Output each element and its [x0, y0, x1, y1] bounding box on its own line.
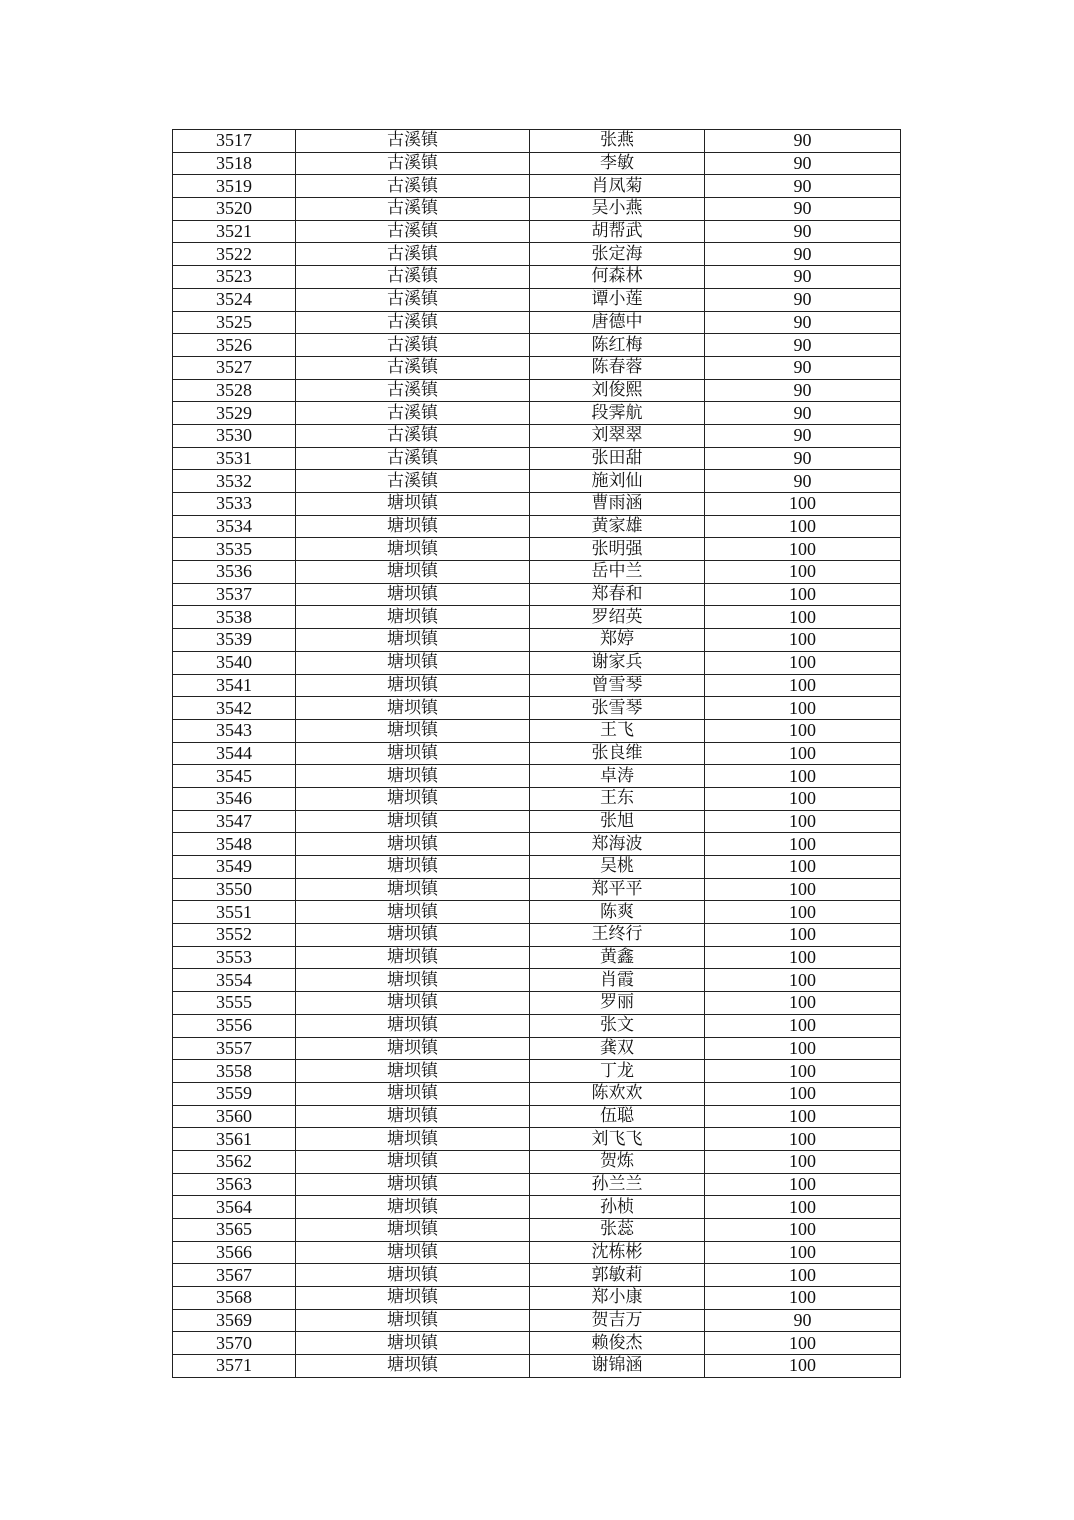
person-name-cell: 黄家雄: [530, 515, 705, 538]
score-cell: 100: [705, 1128, 901, 1151]
town-cell: 塘坝镇: [296, 992, 530, 1015]
score-cell: 100: [705, 946, 901, 969]
row-number-cell: 3564: [173, 1196, 296, 1219]
town-cell: 塘坝镇: [296, 1150, 530, 1173]
table-row: [173, 1060, 901, 1083]
person-name-cell: 吴桃: [530, 856, 705, 879]
town-cell: 塘坝镇: [296, 924, 530, 947]
table-row: [173, 992, 901, 1015]
table-row: [173, 901, 901, 924]
person-name-cell: 岳中兰: [530, 561, 705, 584]
table-row: [173, 288, 901, 311]
table-row: [173, 629, 901, 652]
table-row: [173, 1309, 901, 1332]
person-name-cell: 刘飞飞: [530, 1128, 705, 1151]
table-row: [173, 674, 901, 697]
table-row: [173, 606, 901, 629]
score-cell: 100: [705, 1355, 901, 1378]
person-name-cell: 孙桢: [530, 1196, 705, 1219]
town-cell: 塘坝镇: [296, 697, 530, 720]
town-cell: 古溪镇: [296, 220, 530, 243]
table-row: [173, 470, 901, 493]
table-row: [173, 583, 901, 606]
row-number-cell: 3570: [173, 1332, 296, 1355]
person-name-cell: 陈爽: [530, 901, 705, 924]
row-number-cell: 3533: [173, 493, 296, 516]
town-cell: 古溪镇: [296, 379, 530, 402]
person-name-cell: 张燕: [530, 130, 705, 153]
row-number-cell: 3519: [173, 175, 296, 198]
person-name-cell: 陈欢欢: [530, 1082, 705, 1105]
score-cell: 100: [705, 924, 901, 947]
table-row: [173, 334, 901, 357]
table-row: [173, 810, 901, 833]
town-cell: 古溪镇: [296, 175, 530, 198]
town-cell: 塘坝镇: [296, 1196, 530, 1219]
person-name-cell: 郑婷: [530, 629, 705, 652]
score-cell: 100: [705, 629, 901, 652]
person-name-cell: 陈红梅: [530, 334, 705, 357]
row-number-cell: 3545: [173, 765, 296, 788]
town-cell: 塘坝镇: [296, 583, 530, 606]
person-name-cell: 段霁航: [530, 402, 705, 425]
table-row: [173, 765, 901, 788]
town-cell: 古溪镇: [296, 470, 530, 493]
town-cell: 塘坝镇: [296, 1014, 530, 1037]
score-cell: 100: [705, 856, 901, 879]
score-cell: 100: [705, 992, 901, 1015]
town-cell: 古溪镇: [296, 424, 530, 447]
town-cell: 塘坝镇: [296, 515, 530, 538]
town-cell: 塘坝镇: [296, 719, 530, 742]
town-cell: 塘坝镇: [296, 856, 530, 879]
score-cell: 100: [705, 1332, 901, 1355]
person-name-cell: 张文: [530, 1014, 705, 1037]
person-name-cell: 唐德中: [530, 311, 705, 334]
town-cell: 塘坝镇: [296, 1264, 530, 1287]
row-number-cell: 3562: [173, 1150, 296, 1173]
person-name-cell: 张良维: [530, 742, 705, 765]
score-cell: 100: [705, 1264, 901, 1287]
person-name-cell: 沈栋彬: [530, 1241, 705, 1264]
town-cell: 古溪镇: [296, 266, 530, 289]
score-cell: 90: [705, 130, 901, 153]
row-number-cell: 3539: [173, 629, 296, 652]
person-name-cell: 贺吉万: [530, 1309, 705, 1332]
score-cell: 100: [705, 969, 901, 992]
town-cell: 塘坝镇: [296, 1241, 530, 1264]
table-row: [173, 266, 901, 289]
table-row: [173, 1173, 901, 1196]
score-cell: 100: [705, 719, 901, 742]
score-cell: 90: [705, 447, 901, 470]
table-row: [173, 651, 901, 674]
score-cell: 100: [705, 1150, 901, 1173]
row-number-cell: 3538: [173, 606, 296, 629]
person-name-cell: 孙兰兰: [530, 1173, 705, 1196]
score-cell: 90: [705, 470, 901, 493]
town-cell: 古溪镇: [296, 288, 530, 311]
person-name-cell: 郑小康: [530, 1287, 705, 1310]
person-name-cell: 张蕊: [530, 1219, 705, 1242]
table-row: [173, 379, 901, 402]
score-cell: 100: [705, 810, 901, 833]
person-name-cell: 郭敏莉: [530, 1264, 705, 1287]
row-number-cell: 3567: [173, 1264, 296, 1287]
row-number-cell: 3525: [173, 311, 296, 334]
row-number-cell: 3552: [173, 924, 296, 947]
person-name-cell: 伍聪: [530, 1105, 705, 1128]
row-number-cell: 3548: [173, 833, 296, 856]
town-cell: 古溪镇: [296, 402, 530, 425]
town-cell: 塘坝镇: [296, 561, 530, 584]
town-cell: 塘坝镇: [296, 1287, 530, 1310]
score-cell: 100: [705, 765, 901, 788]
score-cell: 90: [705, 175, 901, 198]
table-row: [173, 1219, 901, 1242]
person-name-cell: 罗丽: [530, 992, 705, 1015]
person-name-cell: 张田甜: [530, 447, 705, 470]
score-cell: 90: [705, 402, 901, 425]
town-cell: 塘坝镇: [296, 969, 530, 992]
person-name-cell: 龚双: [530, 1037, 705, 1060]
row-number-cell: 3565: [173, 1219, 296, 1242]
table-row: [173, 787, 901, 810]
row-number-cell: 3559: [173, 1082, 296, 1105]
table-row: [173, 1332, 901, 1355]
town-cell: 塘坝镇: [296, 1037, 530, 1060]
town-cell: 塘坝镇: [296, 810, 530, 833]
score-cell: 90: [705, 288, 901, 311]
person-name-cell: 张定海: [530, 243, 705, 266]
row-number-cell: 3540: [173, 651, 296, 674]
town-cell: 塘坝镇: [296, 833, 530, 856]
person-name-cell: 胡帮武: [530, 220, 705, 243]
row-number-cell: 3530: [173, 424, 296, 447]
table-row: [173, 538, 901, 561]
table-row: [173, 311, 901, 334]
score-cell: 90: [705, 266, 901, 289]
table-row: [173, 198, 901, 221]
table-row: [173, 1287, 901, 1310]
row-number-cell: 3549: [173, 856, 296, 879]
table-row: [173, 130, 901, 153]
town-cell: 塘坝镇: [296, 1060, 530, 1083]
table-row: [173, 1355, 901, 1378]
row-number-cell: 3535: [173, 538, 296, 561]
row-number-cell: 3517: [173, 130, 296, 153]
person-name-cell: 曾雪琴: [530, 674, 705, 697]
town-cell: 塘坝镇: [296, 538, 530, 561]
town-cell: 塘坝镇: [296, 629, 530, 652]
table-row: [173, 356, 901, 379]
row-number-cell: 3556: [173, 1014, 296, 1037]
table-row: [173, 719, 901, 742]
score-cell: 100: [705, 1082, 901, 1105]
person-name-cell: 肖霞: [530, 969, 705, 992]
town-cell: 塘坝镇: [296, 1128, 530, 1151]
row-number-cell: 3561: [173, 1128, 296, 1151]
table-row: [173, 220, 901, 243]
table-row: [173, 243, 901, 266]
town-cell: 塘坝镇: [296, 742, 530, 765]
town-cell: 古溪镇: [296, 447, 530, 470]
score-cell: 100: [705, 493, 901, 516]
row-number-cell: 3566: [173, 1241, 296, 1264]
person-name-cell: 黄鑫: [530, 946, 705, 969]
score-cell: 100: [705, 787, 901, 810]
table-row: [173, 1037, 901, 1060]
town-cell: 塘坝镇: [296, 901, 530, 924]
table-row: [173, 152, 901, 175]
person-name-cell: 谭小莲: [530, 288, 705, 311]
score-cell: 100: [705, 901, 901, 924]
table-row: [173, 969, 901, 992]
score-cell: 100: [705, 1060, 901, 1083]
town-cell: 塘坝镇: [296, 1082, 530, 1105]
person-name-cell: 郑海波: [530, 833, 705, 856]
score-cell: 90: [705, 1309, 901, 1332]
row-number-cell: 3560: [173, 1105, 296, 1128]
row-number-cell: 3520: [173, 198, 296, 221]
score-cell: 90: [705, 334, 901, 357]
row-number-cell: 3541: [173, 674, 296, 697]
row-number-cell: 3546: [173, 787, 296, 810]
town-cell: 塘坝镇: [296, 1173, 530, 1196]
row-number-cell: 3518: [173, 152, 296, 175]
table-row: [173, 856, 901, 879]
town-cell: 塘坝镇: [296, 787, 530, 810]
person-name-cell: 郑春和: [530, 583, 705, 606]
person-name-cell: 谢家兵: [530, 651, 705, 674]
row-number-cell: 3543: [173, 719, 296, 742]
person-name-cell: 何森林: [530, 266, 705, 289]
score-cell: 100: [705, 833, 901, 856]
table-row: [173, 697, 901, 720]
score-cell: 90: [705, 220, 901, 243]
row-number-cell: 3531: [173, 447, 296, 470]
row-number-cell: 3555: [173, 992, 296, 1015]
score-cell: 90: [705, 243, 901, 266]
town-cell: 古溪镇: [296, 334, 530, 357]
row-number-cell: 3534: [173, 515, 296, 538]
score-cell: 100: [705, 583, 901, 606]
score-table-container: [172, 129, 901, 1378]
score-table-body: [173, 130, 901, 1378]
table-row: [173, 1105, 901, 1128]
person-name-cell: 谢锦涵: [530, 1355, 705, 1378]
town-cell: 古溪镇: [296, 311, 530, 334]
table-row: [173, 1082, 901, 1105]
town-cell: 塘坝镇: [296, 1105, 530, 1128]
score-cell: 90: [705, 356, 901, 379]
row-number-cell: 3547: [173, 810, 296, 833]
row-number-cell: 3558: [173, 1060, 296, 1083]
score-cell: 100: [705, 651, 901, 674]
row-number-cell: 3542: [173, 697, 296, 720]
row-number-cell: 3536: [173, 561, 296, 584]
row-number-cell: 3529: [173, 402, 296, 425]
town-cell: 古溪镇: [296, 198, 530, 221]
person-name-cell: 张明强: [530, 538, 705, 561]
row-number-cell: 3553: [173, 946, 296, 969]
town-cell: 塘坝镇: [296, 1355, 530, 1378]
town-cell: 塘坝镇: [296, 946, 530, 969]
row-number-cell: 3537: [173, 583, 296, 606]
score-cell: 90: [705, 379, 901, 402]
town-cell: 古溪镇: [296, 152, 530, 175]
score-cell: 90: [705, 198, 901, 221]
person-name-cell: 陈春蓉: [530, 356, 705, 379]
score-cell: 100: [705, 1196, 901, 1219]
person-name-cell: 王东: [530, 787, 705, 810]
row-number-cell: 3551: [173, 901, 296, 924]
table-row: [173, 424, 901, 447]
score-cell: 100: [705, 538, 901, 561]
table-row: [173, 515, 901, 538]
score-cell: 90: [705, 424, 901, 447]
row-number-cell: 3524: [173, 288, 296, 311]
score-cell: 100: [705, 1219, 901, 1242]
table-row: [173, 1241, 901, 1264]
row-number-cell: 3571: [173, 1355, 296, 1378]
person-name-cell: 曹雨涵: [530, 493, 705, 516]
row-number-cell: 3550: [173, 878, 296, 901]
score-cell: 100: [705, 697, 901, 720]
table-row: [173, 742, 901, 765]
table-row: [173, 1150, 901, 1173]
row-number-cell: 3532: [173, 470, 296, 493]
person-name-cell: 王飞: [530, 719, 705, 742]
town-cell: 塘坝镇: [296, 765, 530, 788]
person-name-cell: 罗绍英: [530, 606, 705, 629]
person-name-cell: 李敏: [530, 152, 705, 175]
score-cell: 100: [705, 1241, 901, 1264]
score-cell: 100: [705, 1173, 901, 1196]
score-cell: 90: [705, 311, 901, 334]
town-cell: 塘坝镇: [296, 878, 530, 901]
town-cell: 古溪镇: [296, 356, 530, 379]
row-number-cell: 3527: [173, 356, 296, 379]
row-number-cell: 3528: [173, 379, 296, 402]
person-name-cell: 郑平平: [530, 878, 705, 901]
person-name-cell: 贺炼: [530, 1150, 705, 1173]
town-cell: 塘坝镇: [296, 674, 530, 697]
town-cell: 古溪镇: [296, 243, 530, 266]
table-row: [173, 1264, 901, 1287]
person-name-cell: 吴小燕: [530, 198, 705, 221]
table-row: [173, 924, 901, 947]
town-cell: 塘坝镇: [296, 606, 530, 629]
score-cell: 90: [705, 152, 901, 175]
person-name-cell: 刘翠翠: [530, 424, 705, 447]
table-row: [173, 833, 901, 856]
town-cell: 塘坝镇: [296, 651, 530, 674]
score-cell: 100: [705, 1014, 901, 1037]
person-name-cell: 丁龙: [530, 1060, 705, 1083]
row-number-cell: 3568: [173, 1287, 296, 1310]
score-cell: 100: [705, 878, 901, 901]
person-name-cell: 卓涛: [530, 765, 705, 788]
table-row: [173, 447, 901, 470]
table-row: [173, 946, 901, 969]
row-number-cell: 3557: [173, 1037, 296, 1060]
person-name-cell: 张雪琴: [530, 697, 705, 720]
score-cell: 100: [705, 1105, 901, 1128]
person-name-cell: 张旭: [530, 810, 705, 833]
row-number-cell: 3554: [173, 969, 296, 992]
table-row: [173, 493, 901, 516]
score-table: [172, 129, 901, 1378]
table-row: [173, 402, 901, 425]
table-row: [173, 878, 901, 901]
score-cell: 100: [705, 742, 901, 765]
town-cell: 塘坝镇: [296, 1309, 530, 1332]
town-cell: 塘坝镇: [296, 1332, 530, 1355]
person-name-cell: 肖凤菊: [530, 175, 705, 198]
table-row: [173, 1196, 901, 1219]
row-number-cell: 3544: [173, 742, 296, 765]
score-cell: 100: [705, 1037, 901, 1060]
row-number-cell: 3563: [173, 1173, 296, 1196]
person-name-cell: 施刘仙: [530, 470, 705, 493]
row-number-cell: 3523: [173, 266, 296, 289]
row-number-cell: 3522: [173, 243, 296, 266]
score-cell: 100: [705, 561, 901, 584]
row-number-cell: 3526: [173, 334, 296, 357]
row-number-cell: 3569: [173, 1309, 296, 1332]
person-name-cell: 王终行: [530, 924, 705, 947]
score-cell: 100: [705, 674, 901, 697]
person-name-cell: 刘俊熙: [530, 379, 705, 402]
table-row: [173, 175, 901, 198]
score-cell: 100: [705, 515, 901, 538]
score-cell: 100: [705, 606, 901, 629]
table-row: [173, 1014, 901, 1037]
table-row: [173, 1128, 901, 1151]
town-cell: 古溪镇: [296, 130, 530, 153]
town-cell: 塘坝镇: [296, 493, 530, 516]
town-cell: 塘坝镇: [296, 1219, 530, 1242]
row-number-cell: 3521: [173, 220, 296, 243]
table-row: [173, 561, 901, 584]
score-cell: 100: [705, 1287, 901, 1310]
person-name-cell: 赖俊杰: [530, 1332, 705, 1355]
